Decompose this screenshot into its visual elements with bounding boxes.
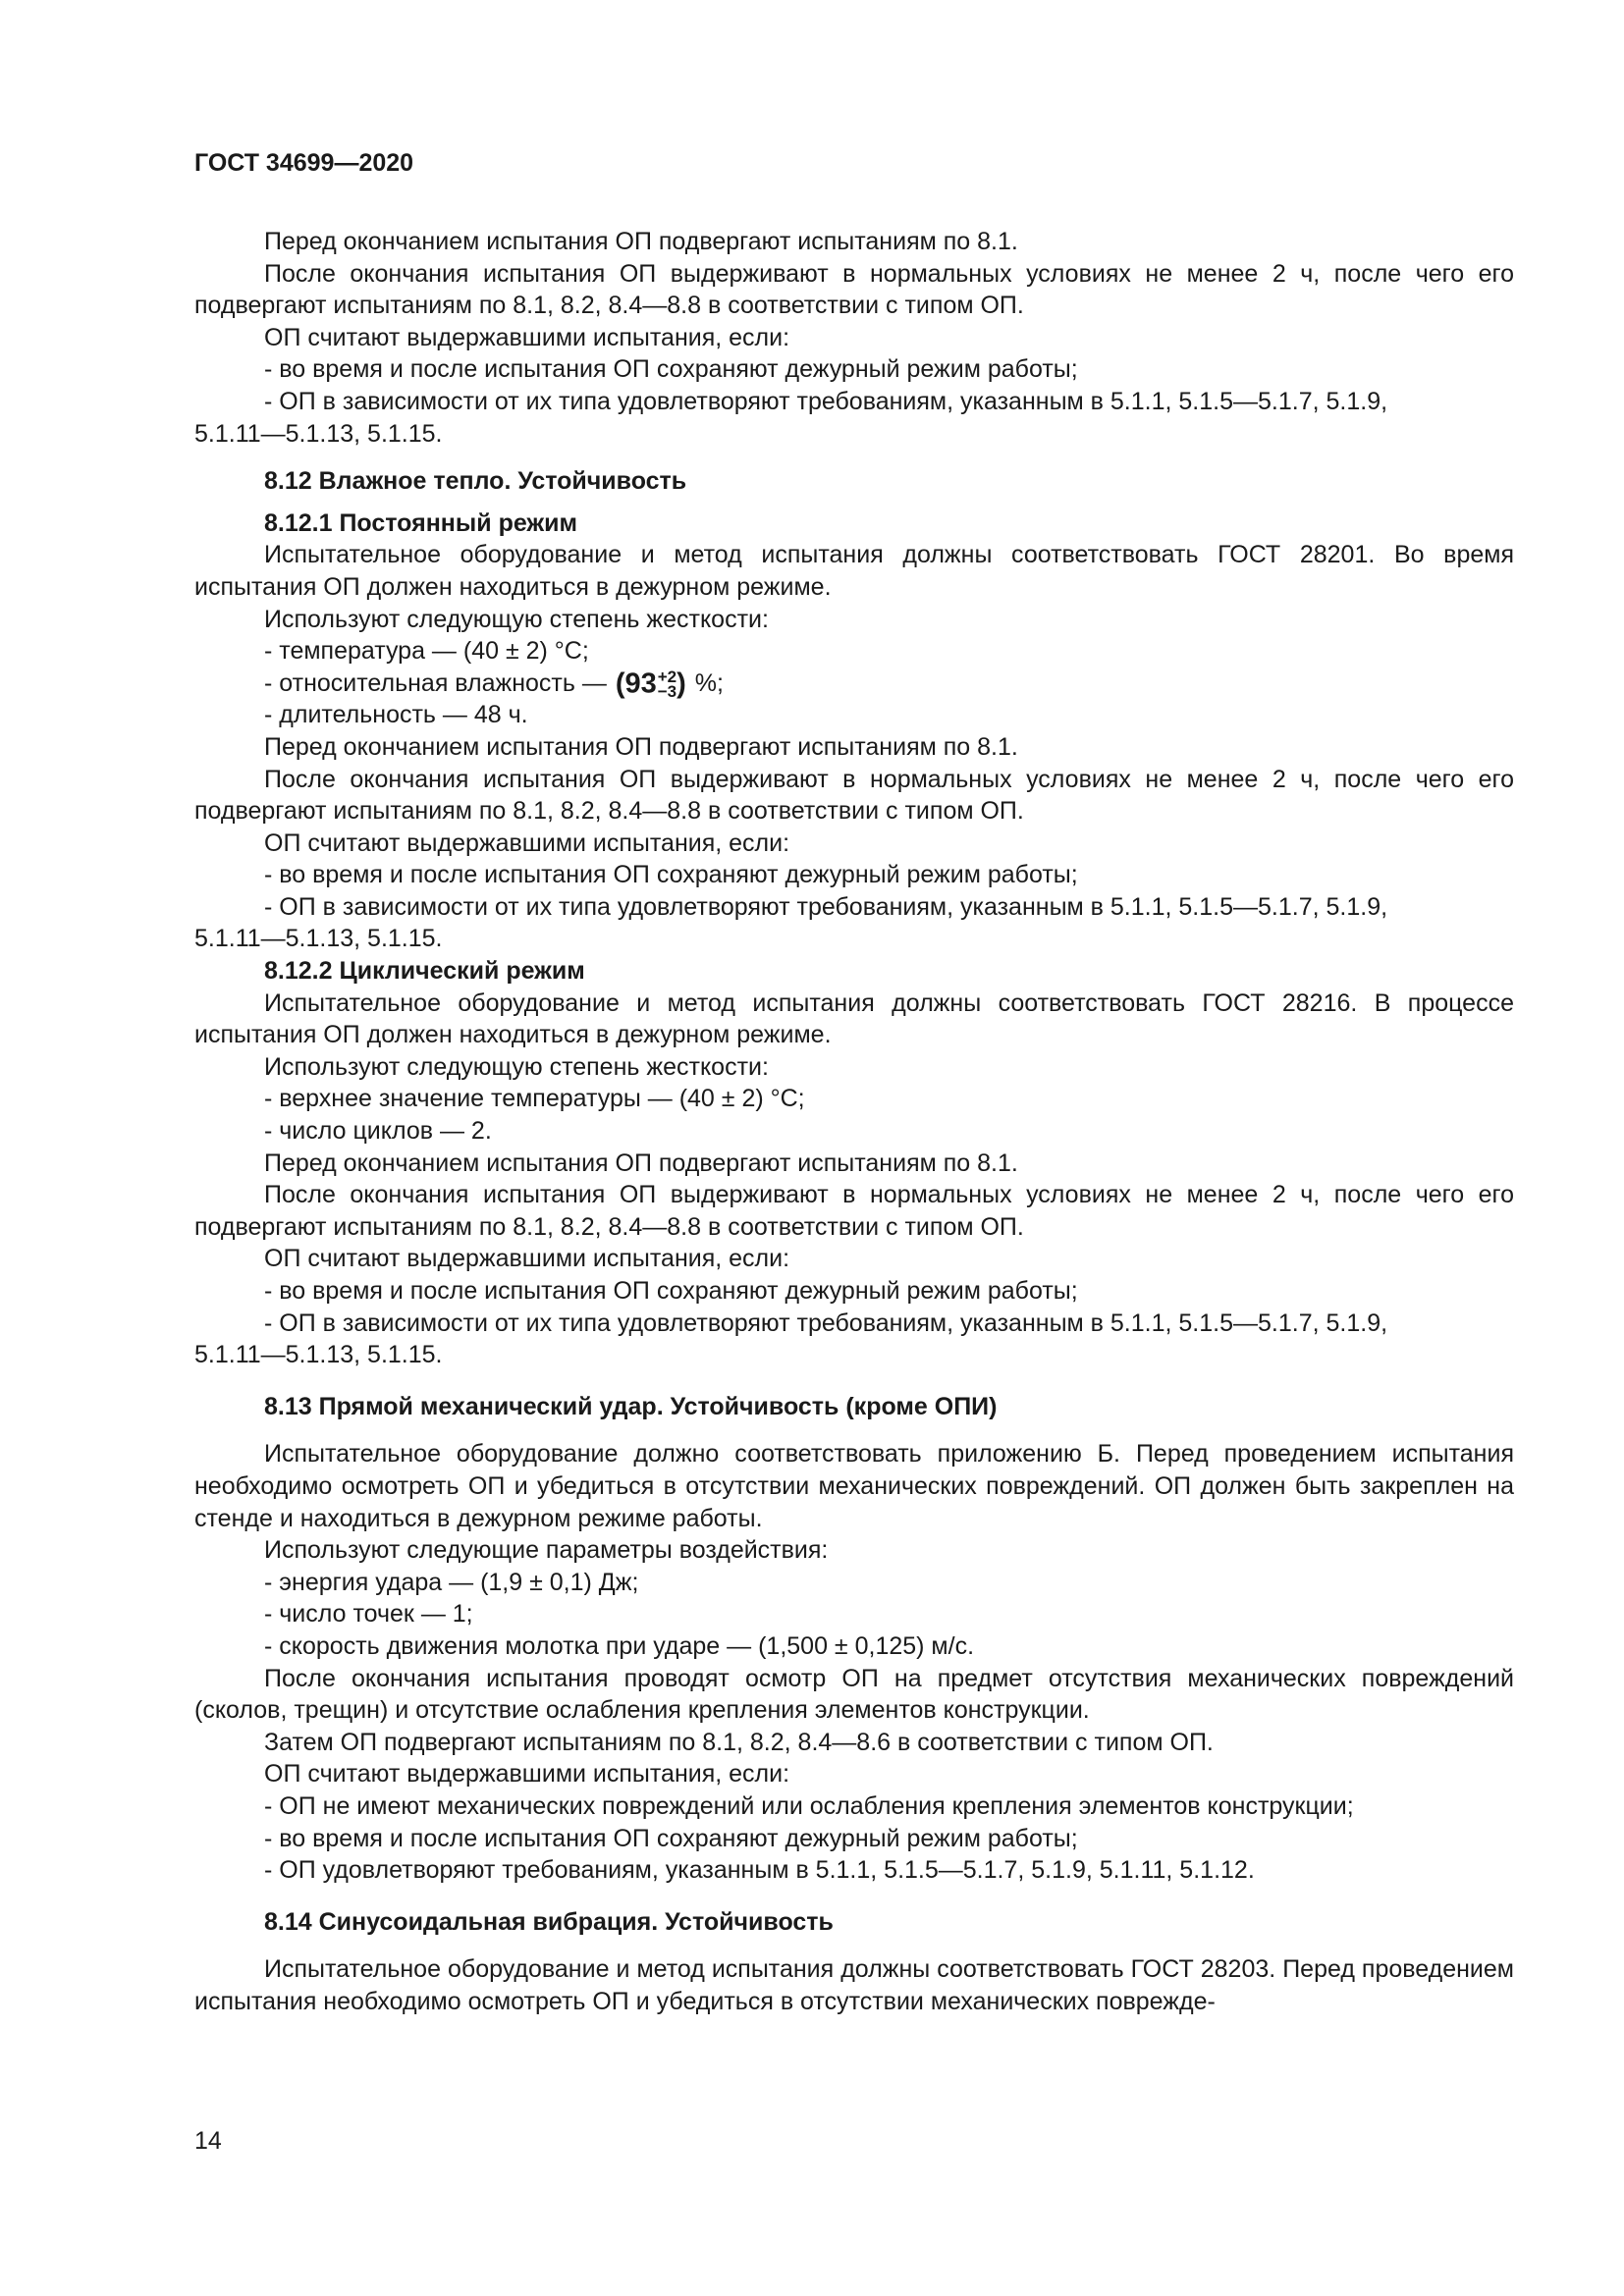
humidity-unit: %; xyxy=(694,668,724,697)
paragraph: ОП считают выдержавшими испытания, если: xyxy=(264,1760,790,1789)
list-item: - ОП в зависимости от их типа удовлетворяют требованиям, указанным в 5.1.1, 5.1.5—5.1.7, 5.1.9, xyxy=(264,1308,1388,1337)
list-item: - во время и после испытания ОП сохраняют дежурный режим работы; xyxy=(264,1277,1078,1305)
paragraph: ОП считают выдержавшими испытания, если: xyxy=(264,828,790,857)
list-item: - число циклов — 2. xyxy=(264,1117,492,1146)
paragraph: Испытательное оборудование и метод испытания должны соответствовать ГОСТ 28201. Во время испытания ОП должен находиться в дежурном режиме. xyxy=(194,541,1514,601)
list-item: - во время и после испытания ОП сохраняют дежурный режим работы; xyxy=(264,861,1078,889)
paragraph: После окончания испытания ОП выдерживают в нормальных условиях не менее 2 ч, после чего его подвергают испытаниям по 8.1, 8.2, 8.4—8.8 в соответствии с типом ОП. xyxy=(194,765,1514,826)
humidity-label: - относительная влажность — xyxy=(264,668,607,697)
tolerance-minus: −3 xyxy=(657,682,677,702)
section-heading-8-12-1: 8.12.1 Постоянный режим xyxy=(264,508,578,537)
list-item: - энергия удара — (1,9 ± 0,1) Дж; xyxy=(264,1568,639,1596)
paragraph: После окончания испытания проводят осмотр ОП на предмет отсутствия механических повреждений (сколов, трещин) и отсутствие ослабления крепления элементов конструкции. xyxy=(194,1664,1514,1725)
paragraph: ОП считают выдержавшими испытания, если: xyxy=(264,323,790,351)
list-item: - ОП в зависимости от их типа удовлетворяют требованиям, указанным в 5.1.1, 5.1.5—5.1.7, 5.1.9, xyxy=(264,387,1388,415)
document-header: ГОСТ 34699—2020 xyxy=(194,149,414,177)
tolerance-open-bracket: ( xyxy=(615,667,625,700)
list-item: - во время и после испытания ОП сохраняют дежурный режим работы; xyxy=(264,355,1078,384)
paragraph: Затем ОП подвергают испытаниям по 8.1, 8.2, 8.4—8.6 в соответствии с типом ОП. xyxy=(264,1728,1214,1756)
paragraph: После окончания испытания ОП выдерживают в нормальных условиях не менее 2 ч, после чего его подвергают испытаниям по 8.1, 8.2, 8.4—8.8 в соответствии с типом ОП. xyxy=(194,259,1514,320)
list-item-humidity xyxy=(194,667,1514,700)
paragraph: Испытательное оборудование и метод испытания должны соответствовать ГОСТ 28203. Перед проведением испытания необходимо осмотреть ОП и убедиться в отсутствии механических поврежде- xyxy=(194,1955,1514,2015)
list-item: - температура — (40 ± 2) °С; xyxy=(264,637,589,666)
paragraph: После окончания испытания ОП выдерживают в нормальных условиях не менее 2 ч, после чего его подвергают испытаниям по 8.1, 8.2, 8.4—8.8 в соответствии с типом ОП. xyxy=(194,1181,1514,1241)
section-heading-8-12-2: 8.12.2 Циклический режим xyxy=(264,957,585,986)
section-heading-8-13: 8.13 Прямой механический удар. Устойчивость (кроме ОПИ) xyxy=(264,1392,998,1420)
document-body xyxy=(194,226,1514,2017)
list-item: - число точек — 1; xyxy=(264,1600,473,1629)
paragraph: Перед окончанием испытания ОП подвергают испытаниям по 8.1. xyxy=(264,228,1018,255)
list-item: - длительность — 48 ч. xyxy=(264,701,528,729)
list-item-continuation: 5.1.11—5.1.13, 5.1.15. xyxy=(194,925,443,953)
paragraph: Перед окончанием испытания ОП подвергают испытаниям по 8.1. xyxy=(264,1148,1018,1177)
tolerance-close-bracket: ) xyxy=(677,667,686,700)
list-item: - во время и после испытания ОП сохраняют дежурный режим работы; xyxy=(264,1824,1078,1852)
list-item-continuation: 5.1.11—5.1.13, 5.1.15. xyxy=(194,419,443,448)
paragraph: Испытательное оборудование должно соответствовать приложению Б. Перед проведением испытания необходимо осмотреть ОП и убедиться в отсутствии механических повреждений. ОП должен быть закреплен на стенде и находиться в дежурном режиме работы. xyxy=(194,1440,1514,1532)
paragraph: Используют следующую степень жесткости: xyxy=(264,605,769,633)
humidity-tolerance xyxy=(615,667,686,702)
list-item: - верхнее значение температуры — (40 ± 2) °С; xyxy=(264,1085,805,1113)
tolerance-stack xyxy=(657,667,677,702)
paragraph: Используют следующую степень жесткости: xyxy=(264,1052,769,1081)
tolerance-value: 93 xyxy=(624,667,657,700)
paragraph: ОП считают выдержавшими испытания, если: xyxy=(264,1245,790,1273)
paragraph: Используют следующие параметры воздействия: xyxy=(264,1536,829,1565)
list-item: - скорость движения молотка при ударе — (1,500 ± 0,125) м/с. xyxy=(264,1631,975,1660)
list-item: - ОП в зависимости от их типа удовлетворяют требованиям, указанным в 5.1.1, 5.1.5—5.1.7, 5.1.9, xyxy=(264,892,1388,921)
page-number: 14 xyxy=(194,2127,222,2155)
list-item: - ОП не имеют механических повреждений или ослабления крепления элементов конструкции; xyxy=(264,1791,1354,1820)
paragraph: Перед окончанием испытания ОП подвергают испытаниям по 8.1. xyxy=(264,732,1018,761)
list-item-continuation: 5.1.11—5.1.13, 5.1.15. xyxy=(194,1341,443,1369)
tolerance-plus: +2 xyxy=(657,667,677,687)
paragraph: Испытательное оборудование и метод испытания должны соответствовать ГОСТ 28216. В процессе испытания ОП должен находиться в дежурном режиме. xyxy=(194,988,1514,1049)
section-heading-8-14: 8.14 Синусоидальная вибрация. Устойчивость xyxy=(264,1907,834,1936)
list-item: - ОП удовлетворяют требованиям, указанным в 5.1.1, 5.1.5—5.1.7, 5.1.9, 5.1.11, 5.1.12. xyxy=(264,1856,1255,1885)
section-heading-8-12: 8.12 Влажное тепло. Устойчивость xyxy=(264,467,687,496)
